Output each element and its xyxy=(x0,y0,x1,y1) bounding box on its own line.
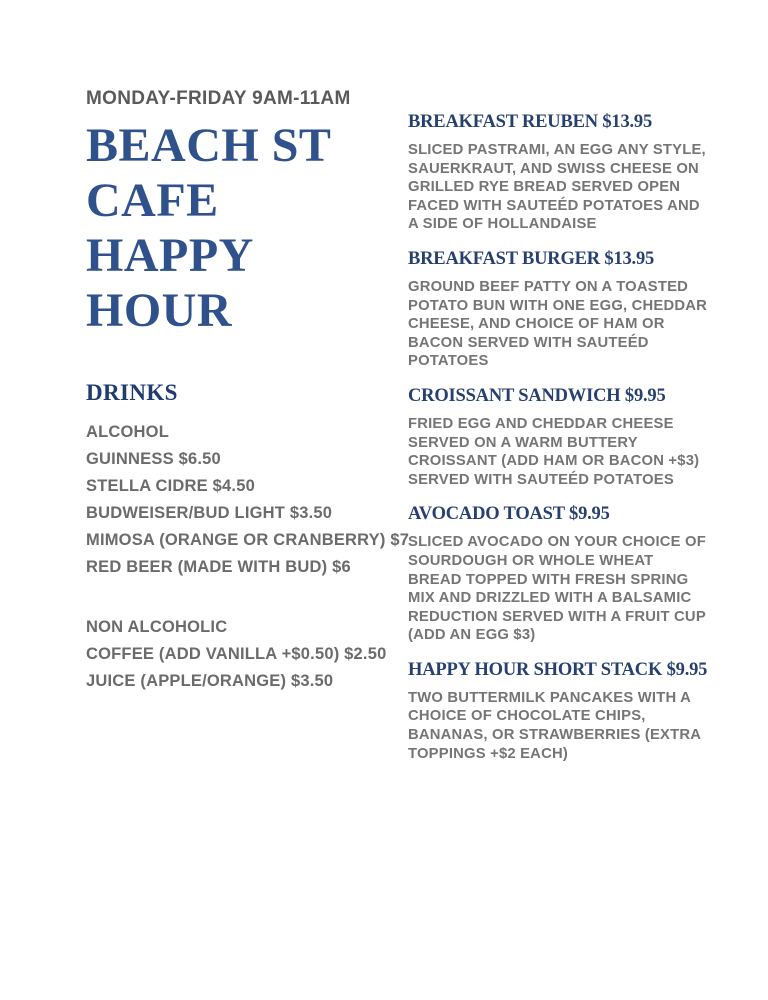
menu-item-heading xyxy=(408,502,708,526)
menu-item-price: $9.95 xyxy=(569,504,610,525)
drinks-group-non-alcoholic xyxy=(86,614,408,695)
drink-item: STELLA CIDRE $4.50 xyxy=(86,477,255,495)
menu-item-price: $9.95 xyxy=(624,385,666,406)
menu-item-croissant-sandwich xyxy=(408,384,708,489)
drink-item: COFFEE (ADD VANILLA +$0.50) $2.50 xyxy=(86,645,387,663)
menu-item-happy-hour-short-stack xyxy=(408,658,708,763)
drinks-group-label: ALCOHOL xyxy=(86,423,169,441)
menu-item-description: FRIED EGG AND CHEDDAR CHEESE SERVED ON A WARM BUTTERY CROISSANT (ADD HAM OR BACON +$3) SERVED WITH SAUTEÉD POTATOES xyxy=(408,415,700,488)
menu-item-avocado-toast xyxy=(408,502,708,645)
menu-item-heading xyxy=(408,110,708,134)
drink-item: JUICE (APPLE/ORANGE) $3.50 xyxy=(86,672,334,690)
menu-item-heading xyxy=(408,384,708,408)
menu-item-name: CROISSANT SANDWICH xyxy=(408,385,621,406)
drink-item: MIMOSA (ORANGE OR CRANBERRY) $7 xyxy=(86,531,410,549)
title-line-4: HOUR xyxy=(86,284,232,337)
menu-item-name: AVOCADO TOAST xyxy=(408,504,565,525)
menu-item-name: HAPPY HOUR SHORT STACK xyxy=(408,659,663,680)
menu-item-price: $13.95 xyxy=(604,248,655,269)
menu-item-description: TWO BUTTERMILK PANCAKES WITH A CHOICE OF CHOCOLATE CHIPS, BANANAS, OR STRAWBERRIES (EXTRA TOPPINGS +$2 EACH) xyxy=(408,689,701,762)
menu-item-price: $9.95 xyxy=(666,659,708,680)
menu-item-description: SLICED PASTRAMI, AN EGG ANY STYLE, SAUERKRAUT, AND SWISS CHEESE ON GRILLED RYE BREAD SERVED OPEN FACED WITH SAUTEÉD POTATOES AND A SIDE OF HOLLANDAISE xyxy=(408,142,706,233)
schedule-text: MONDAY-FRIDAY 9AM-11AM xyxy=(86,88,351,109)
right-column xyxy=(408,110,708,776)
menu-item-description: GROUND BEEF PATTY ON A TOASTED POTATO BUN WITH ONE EGG, CHEDDAR CHEESE, AND CHOICE OF HAM OR BACON SERVED WITH SAUTEÉD POTATOES xyxy=(408,278,708,370)
menu-item-name: BREAKFAST BURGER xyxy=(408,248,600,269)
menu-item-heading xyxy=(408,658,708,682)
menu-item-description: SLICED AVOCADO ON YOUR CHOICE OF SOURDOUGH OR WHOLE WHEAT BREAD TOPPED WITH FRESH SPRING MIX AND DRIZZLED WITH A BALSAMIC REDUCTION SERVED WITH A FRUIT CUP (ADD AN EGG $3) xyxy=(408,534,706,644)
drink-item: GUINNESS $6.50 xyxy=(86,450,221,468)
title-line-2: CAFE xyxy=(86,174,219,227)
menu-item-name: BREAKFAST REUBEN xyxy=(408,112,598,132)
left-column xyxy=(86,88,408,695)
drinks-group-alcohol xyxy=(86,419,408,581)
drink-item: RED BEER (MADE WITH BUD) $6 xyxy=(86,558,351,576)
title-line-3: HAPPY xyxy=(86,229,254,282)
menu-item-heading xyxy=(408,247,708,271)
menu-item-breakfast-reuben xyxy=(408,110,708,234)
drinks-group-label: NON ALCOHOLIC xyxy=(86,618,228,636)
title-line-1: BEACH ST xyxy=(86,119,332,172)
menu-item-breakfast-burger xyxy=(408,247,708,371)
drink-item: BUDWEISER/BUD LIGHT $3.50 xyxy=(86,504,333,522)
drinks-heading: DRINKS xyxy=(86,380,178,405)
menu-item-price: $13.95 xyxy=(602,112,653,132)
cafe-title xyxy=(86,118,408,338)
